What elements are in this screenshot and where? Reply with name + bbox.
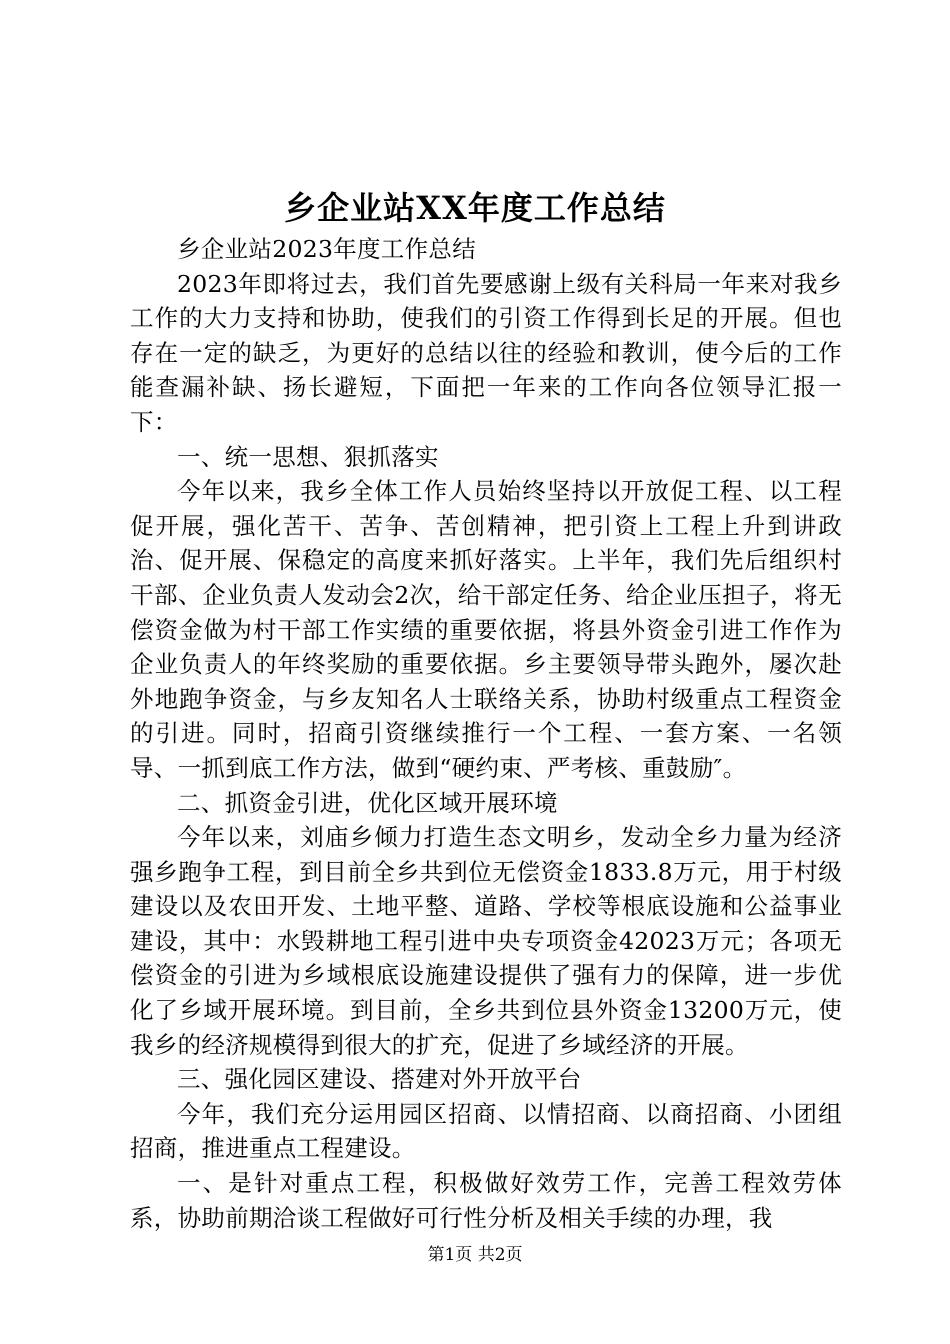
section-heading-3: 三、强化园区建设、搭建对外开放平台 [177, 1065, 582, 1094]
section-3-paragraph: 今年，我们充分运用园区招商、以情招商、以商招商、小团组招商，推进重点工程建设。 [130, 1099, 842, 1163]
section-heading-1: 一、统一思想、狠抓落实 [177, 442, 439, 471]
document-title: 乡企业站XX年度工作总结 [284, 189, 666, 227]
intro-paragraph: 2023年即将过去，我们首先要感谢上级有关科局一年来对我乡工作的大力支持和协助，使我们的引资工作得到长足的开展。但也存在一定的缺乏，为更好的总结以往的经验和教训，使今后的工作能查漏补缺、扬长避短，下面把一年来的工作向各位领导汇报一下： [130, 269, 842, 436]
section-1-paragraph: 今年以来，我乡全体工作人员始终坚持以开放促工程、以工程促开展，强化苦干、苦争、苦创精神，把引资上工程上升到讲政治、促开展、保稳定的高度来抓好落实。上半年，我们先后组织村干部、企业负责人发动会2次，给干部定任务、给企业压担子，将无偿资金做为村干部工作实绩的重要依据，将县外资金引进工作作为企业负责人的年终奖励的重要依据。乡主要领导带头跑外，屡次赴外地跑争资金，与乡友知名人士联络关系，协助村级重点工程资金的引进。同时，招商引资继续推行一个工程、一套方案、一名领导、一抓到底工作方法，做到“硬约束、严考核、重鼓励″。 [130, 477, 842, 782]
document-body [130, 232, 842, 1235]
page-footer: 第1页 共2页 [427, 1245, 523, 1265]
section-heading-2: 二、抓资金引进，优化区域开展环境 [177, 788, 558, 817]
section-2-paragraph: 今年以来，刘庙乡倾力打造生态文明乡，发动全乡力量为经济强乡跑争工程，到目前全乡共到位无偿资金1833.8万元，用于村级建设以及农田开发、土地平整、道路、学校等根底设施和公益事业建设，其中：水毁耕地工程引进中央专项资金42023万元；各项无偿资金的引进为乡域根底设施建设提供了强有力的保障，进一步优化了乡域开展环境。到目前，全乡共到位县外资金13200万元，使我乡的经济规模得到很大的扩充，促进了乡域经济的开展。 [130, 823, 842, 1059]
section-3-item-1-paragraph: 一、是针对重点工程，积极做好效劳工作，完善工程效劳体系，协助前期洽谈工程做好可行性分析及相关手续的办理，我 [130, 1169, 842, 1232]
subtitle-paragraph: 乡企业站2023年度工作总结 [177, 235, 477, 263]
